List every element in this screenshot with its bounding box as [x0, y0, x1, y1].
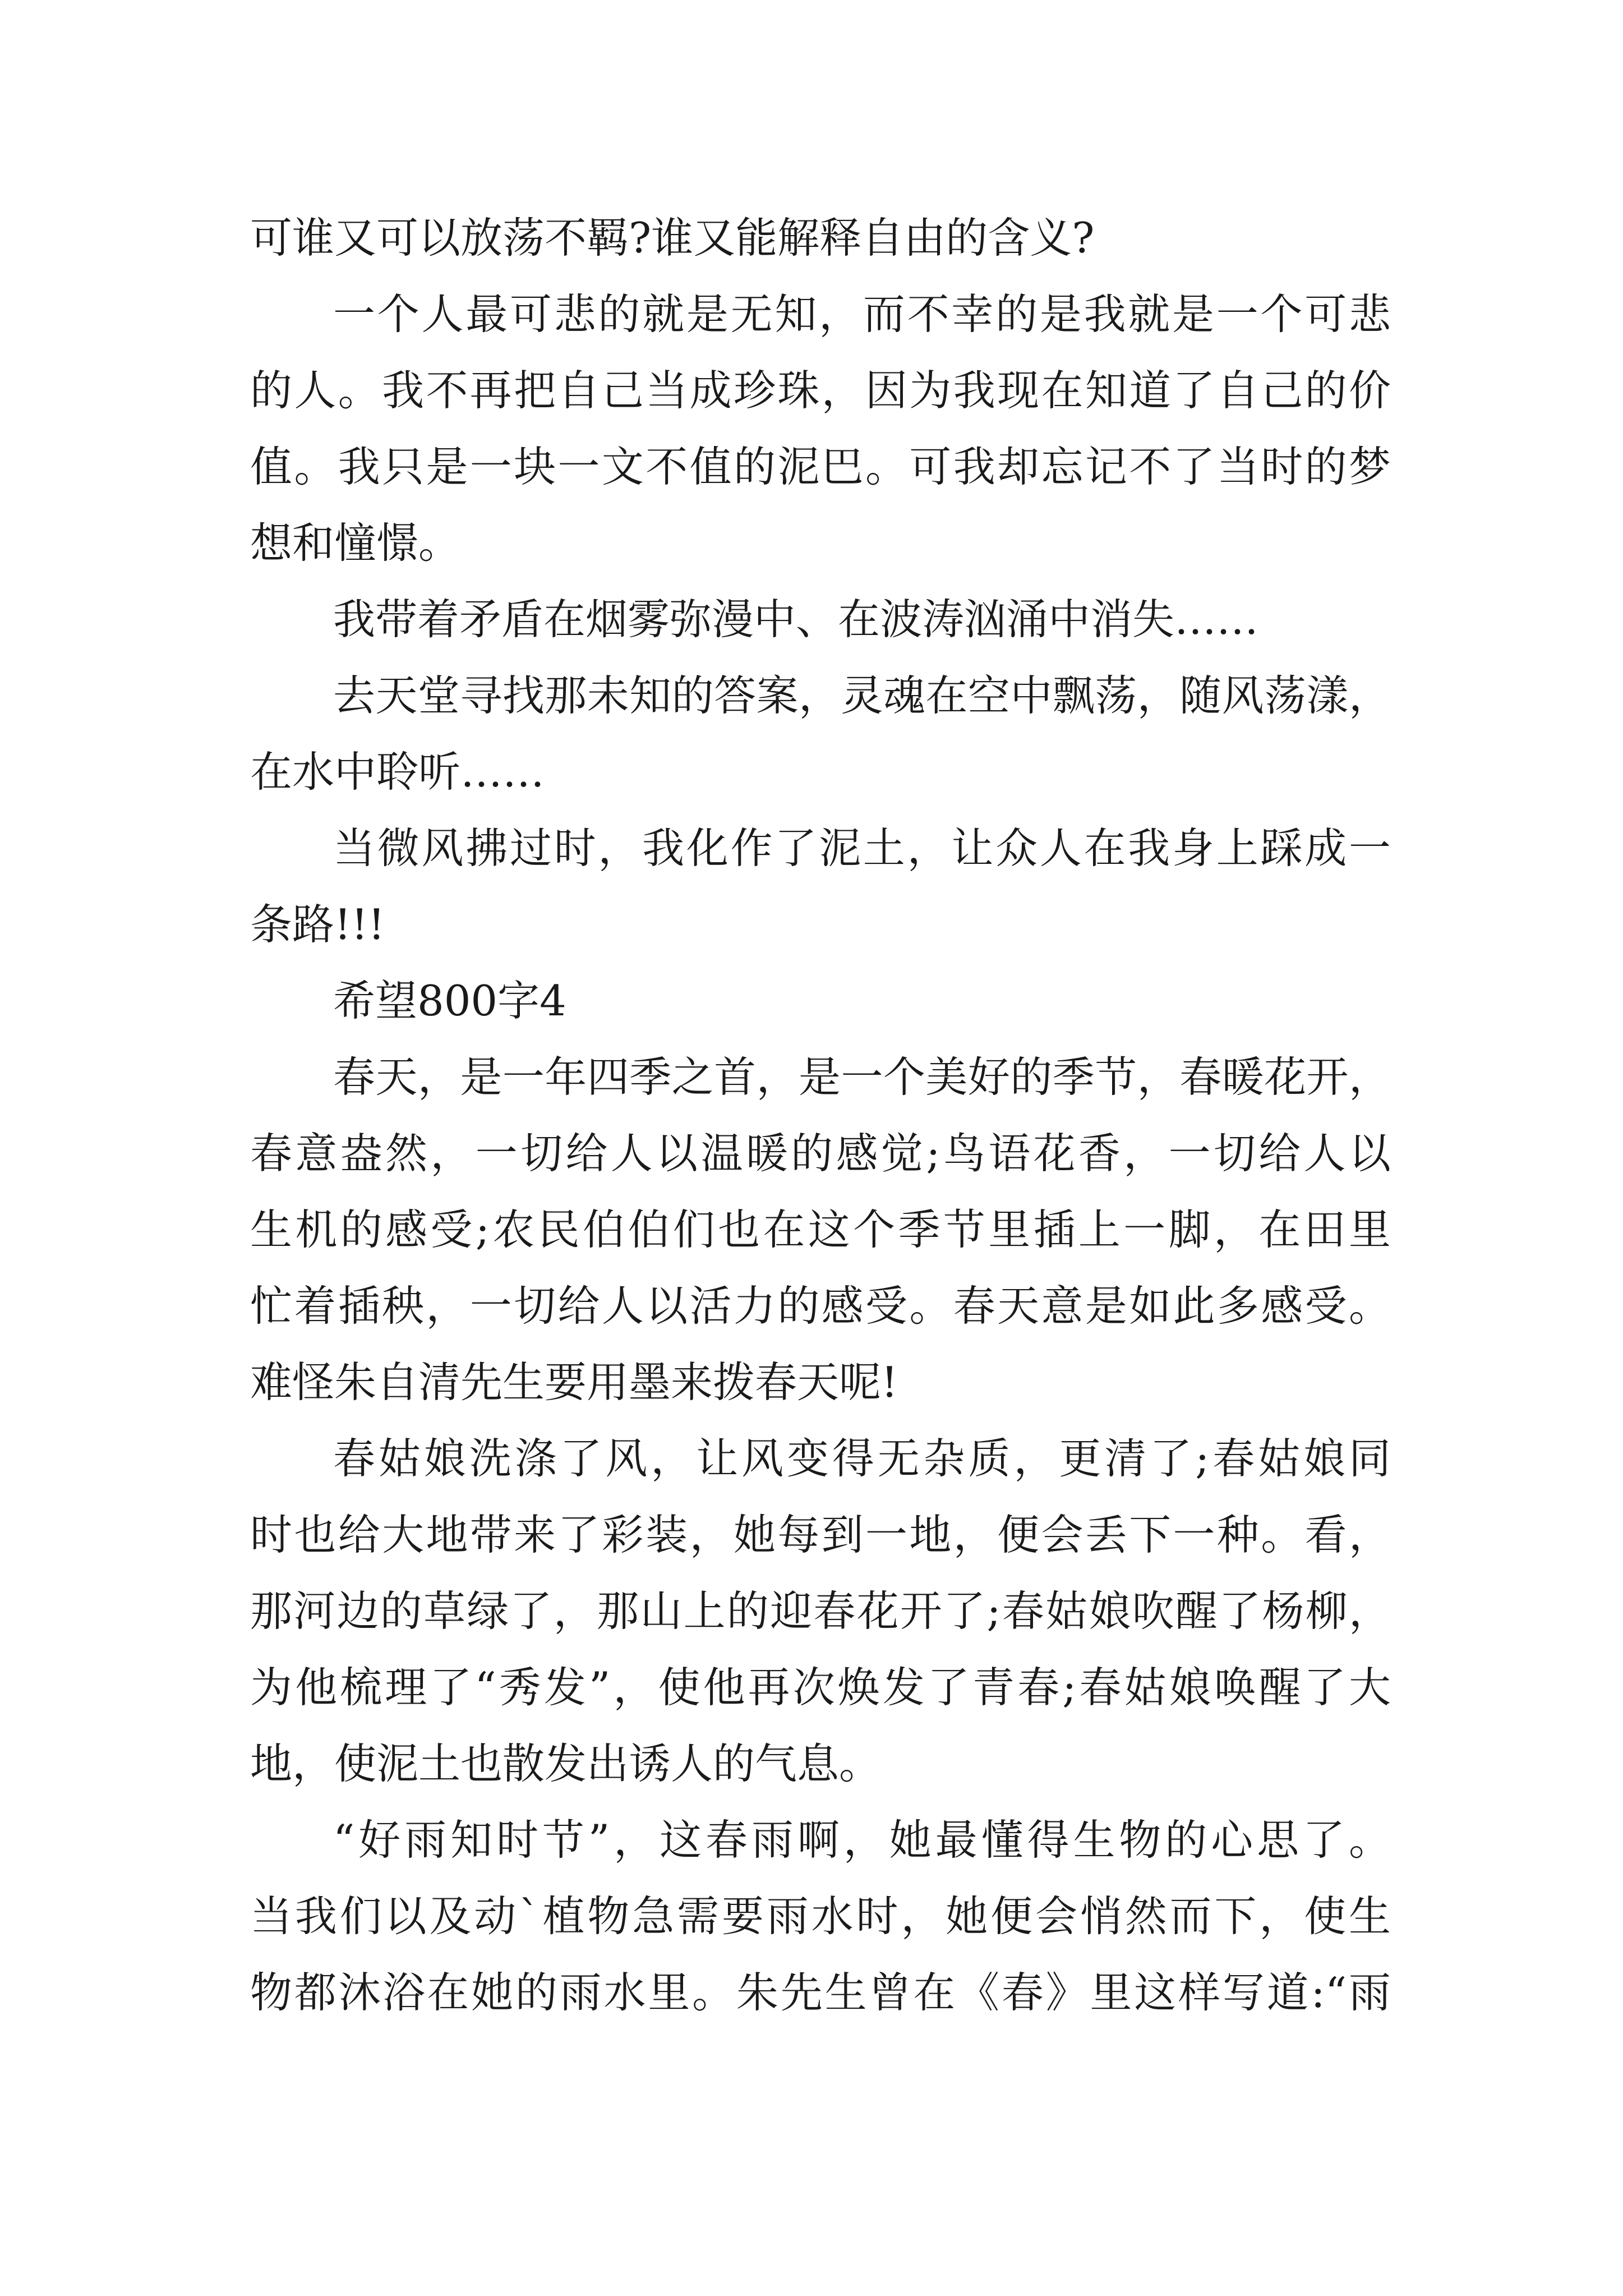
text-line: 在水中聆听…… [250, 747, 545, 797]
text-line: 条路!!! [250, 900, 385, 949]
text-line: 值。我只是一块一文不值的泥巴。可我却忘记不了当时的梦 [250, 442, 1391, 491]
text-line: 的人。我不再把自己当成珍珠，因为我现在知道了自己的价 [250, 366, 1391, 415]
text-line: 物都沐浴在她的雨水里。朱先生曾在《春》里这样写道:“雨 [250, 1968, 1391, 2017]
text-line: 可谁又可以放荡不羁?谁又能解释自由的含义? [250, 213, 1095, 263]
text-line: 当微风拂过时，我化作了泥土，让众人在我身上踩成一 [333, 823, 1391, 873]
text-line: 忙着插秧，一切给人以活力的感受。春天意是如此多感受。 [250, 1281, 1391, 1331]
text-line: 地，使泥土也散发出诱人的气息。 [250, 1739, 882, 1788]
text-line: 难怪朱自清先生要用墨来拨春天呢! [250, 1358, 898, 1407]
text-line: 春意盎然，一切给人以温暖的感觉;鸟语花香，一切给人以 [250, 1129, 1391, 1178]
text-line: 想和憧憬。 [250, 518, 461, 568]
text-line: 春姑娘洗涤了风，让风变得无杂质，更清了;春姑娘同 [333, 1434, 1391, 1483]
text-line: 当我们以及动`植物急需要雨水时，她便会悄然而下，使生 [250, 1892, 1391, 1941]
text-line: 那河边的草绿了，那山上的迎春花开了;春姑娘吹醒了杨柳， [250, 1586, 1391, 1636]
text-line: 一个人最可悲的就是无知，而不幸的是我就是一个可悲 [333, 289, 1391, 339]
section-heading: 希望800字4 [333, 976, 566, 1025]
text-line: 去天堂寻找那未知的答案，灵魂在空中飘荡，随风荡漾， [333, 671, 1391, 720]
text-line: 时也给大地带来了彩装，她每到一地，便会丢下一种。看， [250, 1510, 1391, 1559]
text-line: 我带着矛盾在烟雾弥漫中、在波涛汹涌中消失…… [333, 595, 1259, 644]
text-line: 春天，是一年四季之首，是一个美好的季节，春暖花开， [333, 1052, 1391, 1102]
text-line: “好雨知时节”，这春雨啊，她最懂得生物的心思了。 [333, 1815, 1391, 1865]
text-line: 为他梳理了“秀发”，使他再次焕发了青春;春姑娘唤醒了大 [250, 1663, 1391, 1712]
text-line: 生机的感受;农民伯伯们也在这个季节里插上一脚，在田里 [250, 1205, 1391, 1254]
